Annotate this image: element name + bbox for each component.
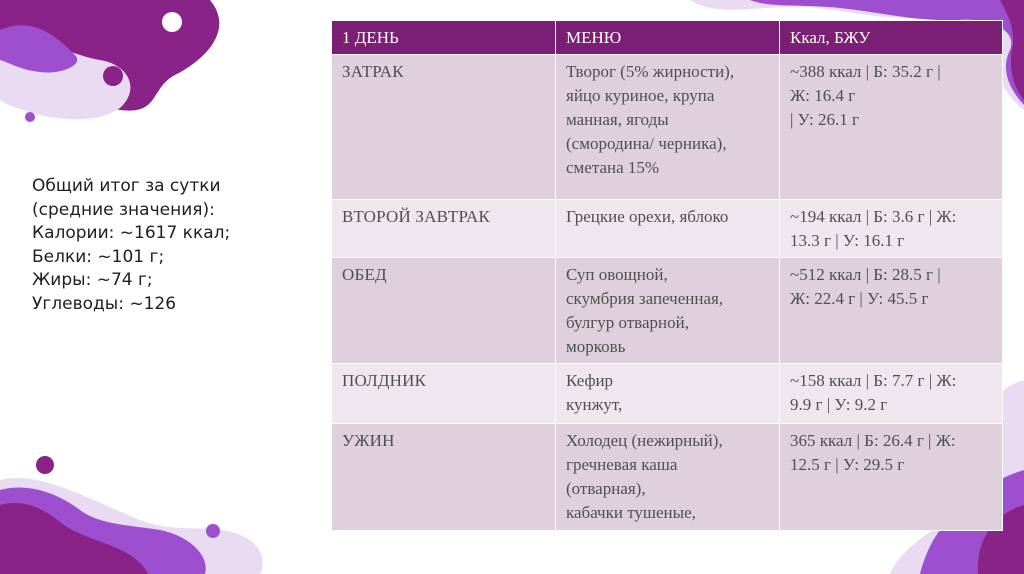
menu-cell xyxy=(556,258,780,364)
table-row xyxy=(332,55,1003,200)
summary-fat: Жиры: ~74 г; xyxy=(32,270,153,290)
kcal-line: ~194 ккал | Б: 3.6 г | Ж: xyxy=(790,207,957,226)
summary-carbs: Углеводы: ~126 xyxy=(32,293,177,314)
summary-protein: Белки: ~101 г; xyxy=(32,246,165,267)
meal-name: ОБЕД xyxy=(332,258,556,364)
menu-line: яйцо куриное, крупа xyxy=(566,86,715,105)
kcal-line: 9.9 г | У: 9.2 г xyxy=(790,395,888,414)
decor-dot xyxy=(260,539,276,555)
menu-cell xyxy=(556,424,780,531)
menu-line: кунжут, xyxy=(566,395,623,414)
meal-name: ВТОРОЙ ЗАВТРАК xyxy=(332,200,556,258)
kcal-line: ~512 ккал | Б: 28.5 г | xyxy=(790,265,941,284)
meal-name: ПОЛДНИК xyxy=(332,364,556,424)
menu-line: Кефир xyxy=(566,371,614,390)
kcal-line: ~388 ккал | Б: 35.2 г | xyxy=(790,62,941,81)
kcal-line: ~158 ккал | Б: 7.7 г | Ж: xyxy=(790,371,957,390)
menu-cell xyxy=(556,200,780,258)
summary-line: (средние значения): xyxy=(32,199,215,220)
menu-line: гречневая каша xyxy=(566,455,678,474)
header-day: 1 ДЕНЬ xyxy=(332,21,556,55)
menu-cell xyxy=(556,364,780,424)
menu-line: булгур отварной, xyxy=(566,313,689,332)
kcal-cell xyxy=(780,424,1003,531)
table-row xyxy=(332,364,1003,424)
table-row xyxy=(332,200,1003,258)
table-row xyxy=(332,258,1003,364)
menu-line: (смородина/ черника), xyxy=(566,134,727,153)
menu-line: сметана 15% xyxy=(566,158,660,177)
menu-cell xyxy=(556,55,780,200)
header-kcal: Ккал, БЖУ xyxy=(780,21,1003,55)
kcal-cell xyxy=(780,364,1003,424)
decor-dot xyxy=(25,112,35,122)
summary-line: Общий итог за сутки xyxy=(32,176,221,196)
menu-line: скумбрия запеченная, xyxy=(566,289,724,308)
menu-line: морковь xyxy=(566,337,626,356)
kcal-line: Ж: 16.4 г xyxy=(790,86,856,105)
menu-line: Холодец (нежирный), xyxy=(566,431,723,450)
kcal-line: Ж: 22.4 г | У: 45.5 г xyxy=(790,289,929,308)
meal-plan-table xyxy=(331,20,1003,531)
daily-summary xyxy=(32,175,292,316)
decor-dot xyxy=(103,66,123,86)
menu-line: манная, ягоды xyxy=(566,110,669,129)
kcal-cell xyxy=(780,55,1003,200)
table-row xyxy=(332,424,1003,531)
decor-dot xyxy=(162,12,182,32)
kcal-line: 365 ккал | Б: 26.4 г | Ж: xyxy=(790,431,956,450)
decor-dot xyxy=(36,456,54,474)
kcal-line: 13.3 г | У: 16.1 г xyxy=(790,231,905,250)
kcal-cell xyxy=(780,200,1003,258)
menu-line: Суп овощной, xyxy=(566,265,668,284)
table-header-row xyxy=(332,21,1003,55)
summary-calories: Калории: ~1617 ккал; xyxy=(32,223,231,243)
menu-line: кабачки тушеные, xyxy=(566,503,696,522)
meal-name: ЗАТРАК xyxy=(332,55,556,200)
menu-line: Грецкие орехи, яблоко xyxy=(566,207,729,226)
header-menu: МЕНЮ xyxy=(556,21,780,55)
kcal-line: | У: 26.1 г xyxy=(790,110,859,129)
kcal-cell xyxy=(780,258,1003,364)
kcal-line: 12.5 г | У: 29.5 г xyxy=(790,455,905,474)
meal-name: УЖИН xyxy=(332,424,556,531)
menu-line: Творог (5% жирности), xyxy=(566,62,735,81)
decor-dot xyxy=(206,524,220,538)
menu-line: (отварная), xyxy=(566,479,646,498)
